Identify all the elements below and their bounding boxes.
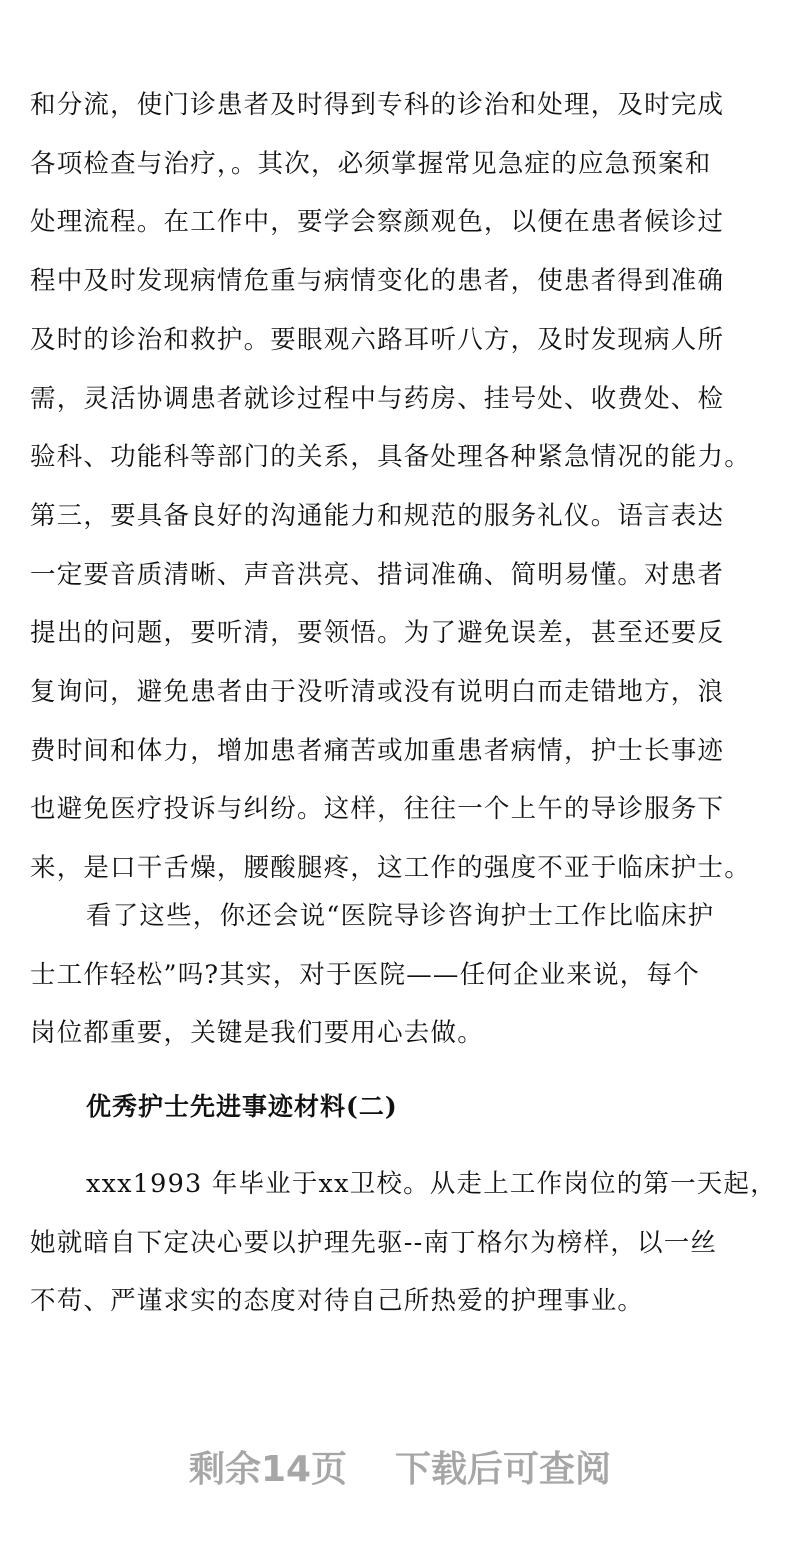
paragraph-3 bbox=[30, 1155, 775, 1331]
paragraph-line: 及时的诊治和救护。要眼观六路耳听八方，及时发现病人所 bbox=[30, 324, 725, 355]
paragraph-1 bbox=[30, 76, 775, 898]
paragraph-line: 费时间和体力，增加患者痛苦或加重患者病情，护士长事迹 bbox=[30, 735, 725, 766]
paragraph-line: 来，是口干舌燥，腰酸腿疼，这工作的强度不亚于临床护士。 bbox=[30, 853, 751, 884]
paragraph-line: 程中及时发现病情危重与病情变化的患者，使患者得到准确 bbox=[30, 266, 725, 297]
remaining-pages-label: 剩余14页 bbox=[188, 1449, 348, 1490]
paragraph-line: 不苟、严谨求实的态度对待自己所热爱的护理事业。 bbox=[30, 1286, 645, 1317]
paragraph-line: 需，灵活协调患者就诊过程中与药房、挂号处、收费处、检 bbox=[30, 383, 725, 414]
paragraph-line: 她就暗自下定决心要以护理先驱--南丁格尔为榜样，以一丝 bbox=[30, 1227, 718, 1258]
paragraph-line: 各项检查与治疗，。其次，必须掌握常见急症的应急预案和 bbox=[30, 148, 712, 179]
paragraph-line: 一定要音质清晰、声音洪亮、措词准确、简明易懂。对患者 bbox=[30, 559, 725, 590]
download-footer[interactable] bbox=[0, 1440, 800, 1500]
paragraph-line: 岗位都重要，关键是我们要用心去做。 bbox=[30, 1018, 484, 1049]
paragraph-line: 复询问，避免患者由于没听清或没有说明白而走错地方，浪 bbox=[30, 677, 725, 708]
paragraph-line: 和分流，使门诊患者及时得到专科的诊治和处理，及时完成 bbox=[30, 90, 725, 120]
paragraph-line: 第三，要具备良好的沟通能力和规范的服务礼仪。语言表达 bbox=[30, 500, 725, 531]
section-heading: 优秀护士先进事迹材料(二) bbox=[86, 1092, 398, 1121]
paragraph-2 bbox=[30, 887, 775, 1063]
paragraph-line: 也避免医疗投诉与纠纷。这样，往往一个上午的导诊服务下 bbox=[30, 794, 725, 825]
paragraph-line: 验科、功能科等部门的关系，具备处理各种紧急情况的能力。 bbox=[30, 442, 751, 473]
paragraph-line: xxx1993 年毕业于xx卫校。从走上工作岗位的第一天起， bbox=[86, 1169, 777, 1199]
paragraph-line: 士工作轻松”吗?其实，对于医院——任何企业来说，每个 bbox=[30, 959, 700, 990]
paragraph-line: 提出的问题，要听清，要领悟。为了避免误差，甚至还要反 bbox=[30, 618, 725, 649]
paragraph-line: 处理流程。在工作中，要学会察颜观色，以便在患者候诊过 bbox=[30, 207, 725, 238]
download-prompt-label[interactable]: 下载后可查阅 bbox=[395, 1449, 612, 1490]
paragraph-line: 看了这些，你还会说“医院导诊咨询护士工作比临床护 bbox=[86, 901, 715, 931]
